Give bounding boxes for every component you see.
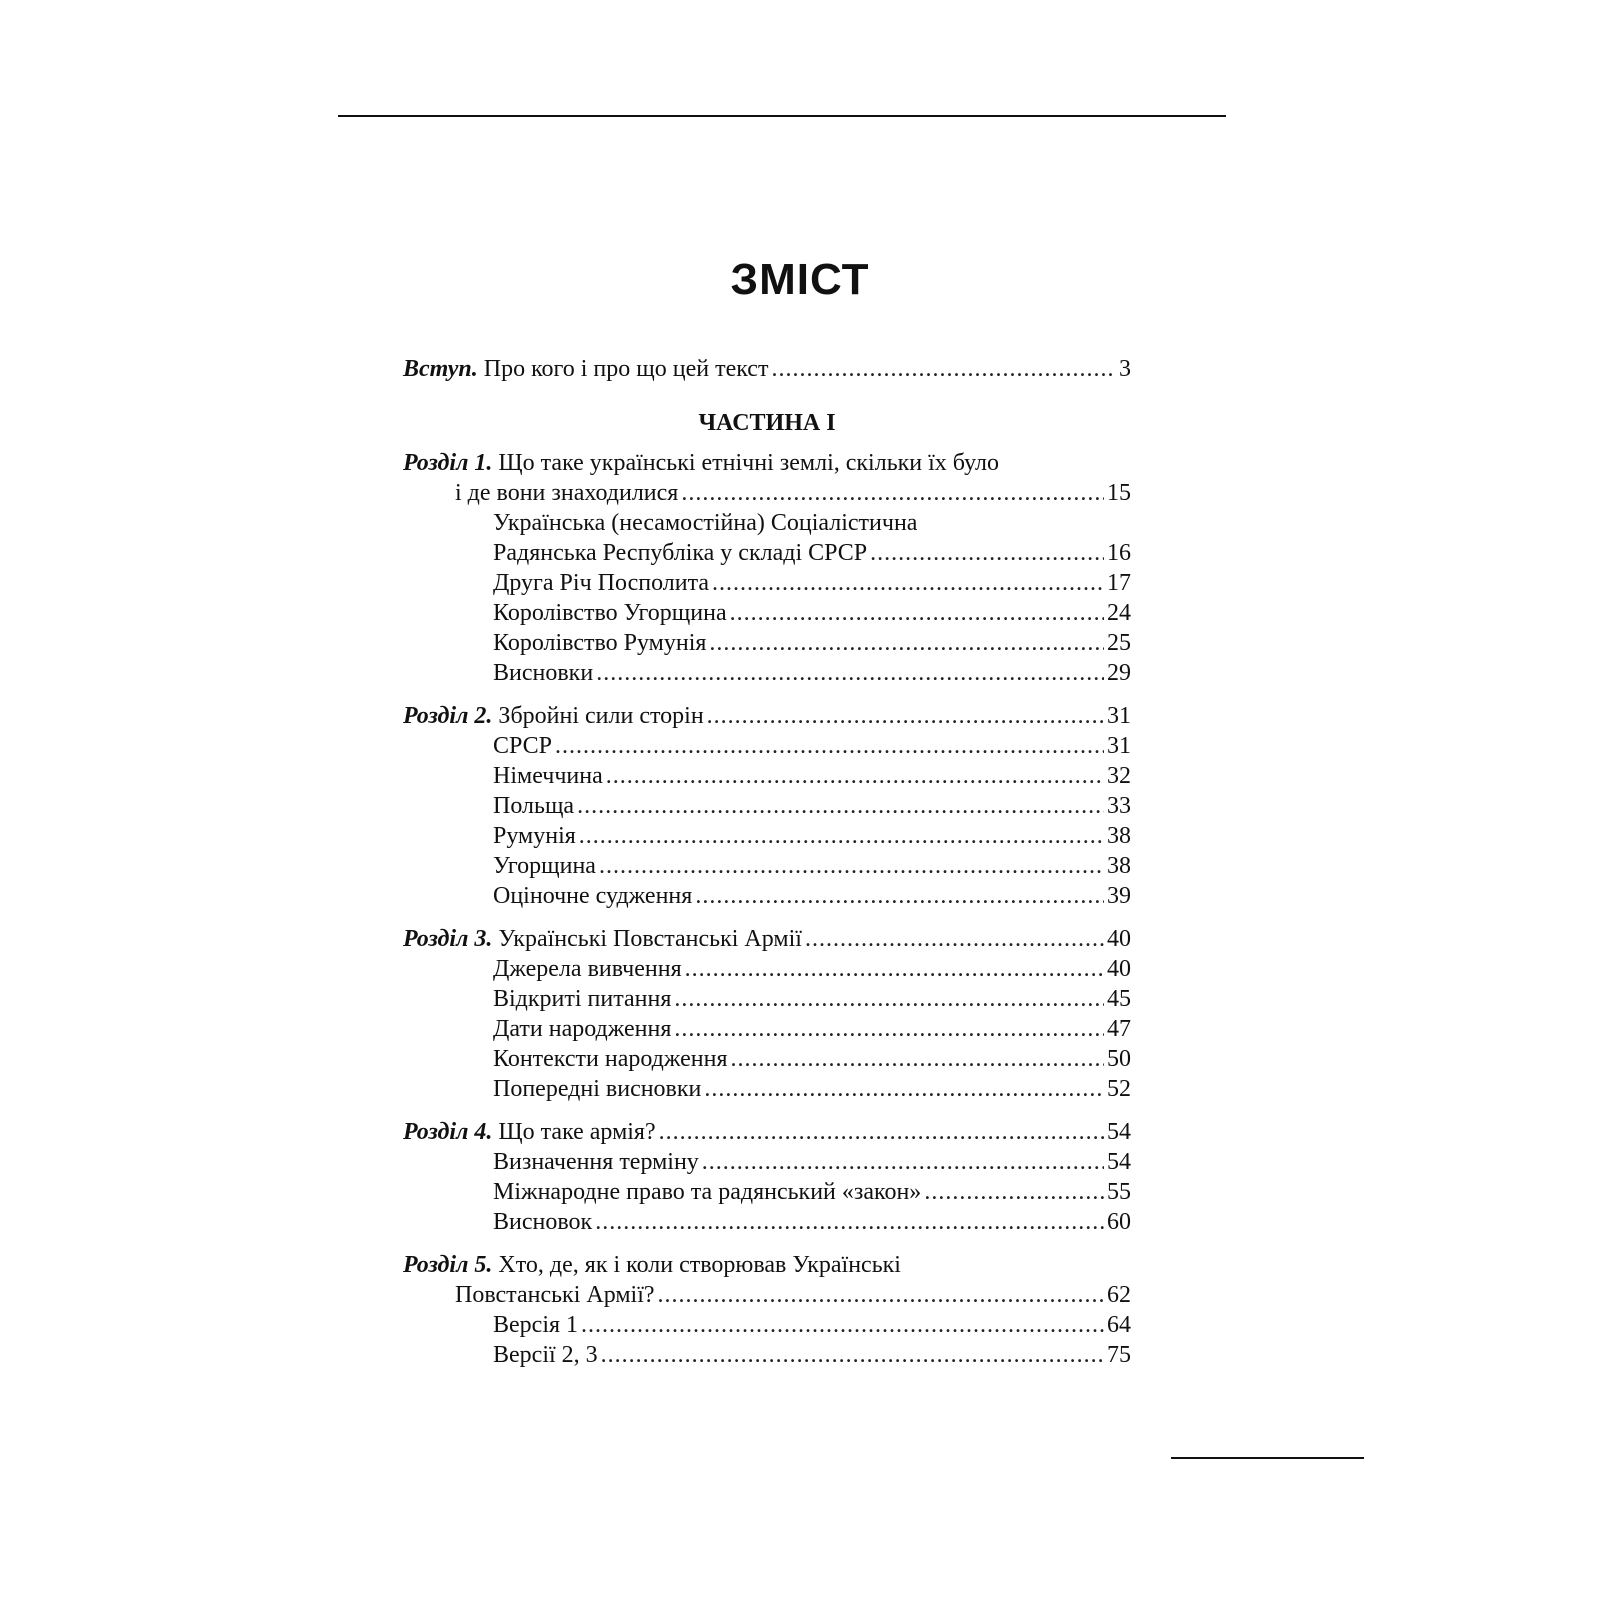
toc-page-number: 52 — [1107, 1076, 1131, 1102]
toc-page-number: 54 — [1107, 1149, 1131, 1175]
toc-entry-lead: Розділ 3. — [403, 926, 493, 952]
toc-subentry[interactable] — [403, 598, 1131, 628]
toc-entry-title: Друга Річ Посполита — [493, 570, 709, 596]
toc-entry-lead: Вступ. — [403, 356, 478, 382]
dot-leader — [870, 538, 1104, 568]
toc-subentry[interactable] — [403, 1014, 1131, 1044]
toc-subentry[interactable] — [403, 538, 1131, 568]
toc-subentry[interactable] — [403, 1207, 1131, 1237]
toc-section-entry[interactable] — [403, 1117, 1131, 1147]
toc-entry-title: Версія 1 — [493, 1312, 579, 1338]
toc-entry-title: Що таке українські етнічні землі, скільки їх було — [498, 450, 1000, 476]
toc-subentry[interactable] — [403, 1177, 1131, 1207]
dot-leader — [681, 478, 1104, 508]
toc-section-entry[interactable] — [403, 1280, 1131, 1310]
dot-leader — [596, 658, 1104, 688]
toc-subentry[interactable] — [403, 851, 1131, 881]
toc-page-number: 29 — [1107, 660, 1131, 686]
toc-entry-title: Оціночне судження — [493, 883, 693, 909]
dot-leader — [771, 354, 1116, 384]
dot-leader — [674, 1014, 1104, 1044]
dot-leader — [581, 1310, 1104, 1340]
dot-leader — [579, 821, 1104, 851]
toc-page-number: 38 — [1107, 823, 1131, 849]
toc-subentry[interactable] — [403, 1074, 1131, 1104]
dot-leader — [599, 851, 1104, 881]
part-heading: ЧАСТИНА І — [698, 410, 836, 436]
toc-entry-title: Королівство Румунія — [493, 630, 707, 656]
dot-leader — [709, 628, 1104, 658]
toc-entry-title: Відкриті питання — [493, 986, 672, 1012]
dot-leader — [702, 1147, 1104, 1177]
toc-page-number: 75 — [1107, 1342, 1131, 1368]
toc-intro-entry[interactable] — [403, 354, 1131, 384]
toc-page-number: 45 — [1107, 986, 1131, 1012]
toc-entry-lead: Розділ 4. — [403, 1119, 493, 1145]
toc-subentry[interactable] — [403, 628, 1131, 658]
toc-entry-lead: Розділ 2. — [403, 703, 493, 729]
toc-entry-title: Німеччина — [493, 763, 603, 789]
toc-entry-lead: Розділ 5. — [403, 1252, 493, 1278]
dot-leader — [695, 881, 1104, 911]
toc-subentry[interactable] — [403, 568, 1131, 598]
top-rule — [338, 115, 1226, 117]
toc-entry-title: Українські Повстанські Армії — [498, 926, 802, 952]
toc-page-number: 3 — [1119, 356, 1131, 382]
toc-entry-title: Визначення терміну — [493, 1149, 699, 1175]
toc-entry-title: Угорщина — [493, 853, 596, 879]
dot-leader — [924, 1177, 1104, 1207]
toc-subentry[interactable] — [403, 984, 1131, 1014]
toc-page-number: 31 — [1107, 733, 1131, 759]
toc-entry-title: Висновок — [493, 1209, 593, 1235]
toc-page-number: 55 — [1107, 1179, 1131, 1205]
toc-section-entry[interactable] — [403, 701, 1131, 731]
toc-entry-lead: Розділ 1. — [403, 450, 493, 476]
toc-page-number: 64 — [1107, 1312, 1131, 1338]
dot-leader — [707, 701, 1104, 731]
toc-section-heading[interactable] — [403, 448, 1131, 478]
toc-page-number: 50 — [1107, 1046, 1131, 1072]
dot-leader — [712, 568, 1104, 598]
toc-page-number: 62 — [1107, 1282, 1131, 1308]
toc-page-number: 32 — [1107, 763, 1131, 789]
dot-leader — [658, 1280, 1104, 1310]
toc-subentry[interactable] — [403, 791, 1131, 821]
dot-leader — [555, 731, 1104, 761]
toc-entry-title: Про кого і про що цей текст — [483, 356, 769, 382]
toc-subentry[interactable] — [403, 761, 1131, 791]
toc-page-number: 16 — [1107, 540, 1131, 566]
toc-entry-title: СРСР — [493, 733, 553, 759]
toc-page-number: 17 — [1107, 570, 1131, 596]
dot-leader — [805, 924, 1104, 954]
toc-section-heading[interactable] — [403, 1250, 1131, 1280]
toc-entry-title: Джерела вивчення — [493, 956, 682, 982]
toc-entry-title: Що таке армія? — [498, 1119, 656, 1145]
toc-subentry[interactable] — [403, 731, 1131, 761]
toc-subentry-line[interactable]: Українська (несамостійна) Соціалістична — [493, 510, 918, 536]
toc-entry-title: Міжнародне право та радянський «закон» — [493, 1179, 922, 1205]
toc-entry-title: Хто, де, як і коли створював Українські — [498, 1252, 901, 1278]
toc-entry-title: Румунія — [493, 823, 576, 849]
dot-leader — [731, 1044, 1104, 1074]
dot-leader — [577, 791, 1104, 821]
toc-subentry[interactable] — [403, 954, 1131, 984]
toc-subentry[interactable] — [403, 881, 1131, 911]
toc-page-number: 33 — [1107, 793, 1131, 819]
toc-page-number: 38 — [1107, 853, 1131, 879]
toc-page-number: 25 — [1107, 630, 1131, 656]
toc-subentry[interactable] — [403, 1044, 1131, 1074]
toc-subentry[interactable] — [403, 1147, 1131, 1177]
toc-page-number: 54 — [1107, 1119, 1131, 1145]
toc-page-number: 31 — [1107, 703, 1131, 729]
toc-section-entry[interactable] — [403, 478, 1131, 508]
toc-page-number: 47 — [1107, 1016, 1131, 1042]
dot-leader — [674, 984, 1104, 1014]
toc-entry-title: Попередні висновки — [493, 1076, 702, 1102]
table-of-contents — [403, 354, 1131, 1370]
toc-entry-title: Радянська Республіка у складі СРСР — [493, 540, 868, 566]
dot-leader — [685, 954, 1104, 984]
dot-leader — [601, 1340, 1104, 1370]
toc-entry-title: і де вони знаходилися — [455, 480, 679, 506]
dot-leader — [606, 761, 1104, 791]
toc-entry-title: Версії 2, 3 — [493, 1342, 598, 1368]
toc-entry-title: Королівство Угорщина — [493, 600, 727, 626]
toc-page-number: 39 — [1107, 883, 1131, 909]
toc-entry-title: Повстанські Армії? — [455, 1282, 655, 1308]
toc-page-number: 24 — [1107, 600, 1131, 626]
toc-entry-title: Збройні сили сторін — [498, 703, 704, 729]
dot-leader — [595, 1207, 1104, 1237]
toc-subentry[interactable] — [403, 1310, 1131, 1340]
toc-subentry[interactable] — [403, 1340, 1131, 1370]
toc-entry-title: Польща — [493, 793, 575, 819]
toc-entry-title: Контексти народження — [493, 1046, 728, 1072]
dot-leader — [704, 1074, 1104, 1104]
dot-leader — [659, 1117, 1104, 1147]
toc-subentry[interactable] — [403, 658, 1131, 688]
toc-page-number: 60 — [1107, 1209, 1131, 1235]
toc-entry-title: Дати народження — [493, 1016, 672, 1042]
toc-page-number: 15 — [1107, 480, 1131, 506]
toc-page-number: 40 — [1107, 926, 1131, 952]
bottom-rule — [1171, 1457, 1364, 1459]
toc-page-number: 40 — [1107, 956, 1131, 982]
toc-section-entry[interactable] — [403, 924, 1131, 954]
page-title: ЗМІСТ — [730, 255, 870, 304]
dot-leader — [730, 598, 1104, 628]
toc-entry-title: Висновки — [493, 660, 594, 686]
toc-subentry[interactable] — [403, 821, 1131, 851]
